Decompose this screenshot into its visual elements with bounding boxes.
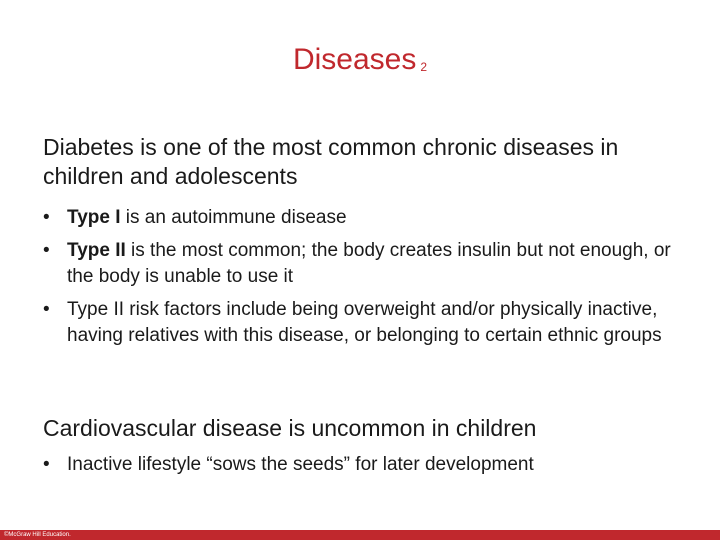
bullet-text: is the most common; the body creates insulin but not enough, or the body is unable to use it: [67, 240, 671, 287]
bullet-type-1: [43, 205, 683, 231]
bullet-bold: Type I: [67, 207, 121, 228]
diabetes-bullet-list: [43, 205, 683, 356]
slide-title: [0, 42, 720, 85]
bullet-text: is an autoimmune disease: [120, 207, 347, 228]
bullet-bold: Type II: [67, 240, 126, 261]
bullet-dot: •: [43, 240, 50, 261]
bullet-text: Inactive lifestyle “sows the seeds” for later development: [67, 454, 534, 475]
bullet-inactive-lifestyle: [43, 452, 683, 478]
title-text: Diseases: [292, 43, 417, 76]
copyright-label: ©McGraw Hill Education.: [0, 530, 75, 540]
diabetes-heading: Diabetes is one of the most common chronic diseases in children and adolescents: [43, 134, 619, 189]
footer-bar: [0, 530, 720, 540]
bullet-dot: •: [43, 299, 50, 320]
bullet-dot: •: [43, 207, 50, 228]
bullet-risk-factors: [43, 297, 683, 349]
bullet-text: Type II risk factors include being overweight and/or physically inactive, having relatives with this disease, or belonging to certain ethnic groups: [67, 299, 662, 346]
cardiovascular-bullet-list: [43, 452, 683, 485]
bullet-type-2: [43, 238, 683, 290]
bullet-dot: •: [43, 454, 50, 475]
title-subscript: 2: [420, 60, 428, 74]
cardiovascular-heading: Cardiovascular disease is uncommon in children: [43, 415, 537, 441]
